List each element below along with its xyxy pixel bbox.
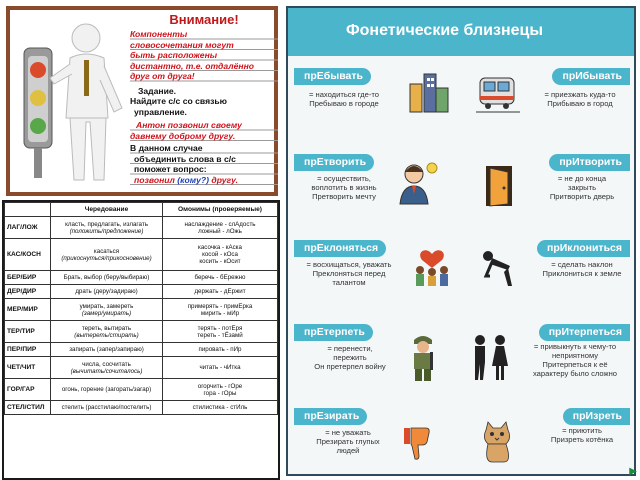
notice-line: Компоненты: [130, 29, 188, 39]
example-line: давнему доброму другу.: [130, 130, 236, 141]
homonym-cell: [163, 379, 278, 401]
notice-card: [6, 6, 278, 196]
word-left: прЕтворить: [294, 154, 374, 171]
homonym-cell: [163, 271, 278, 285]
cell-line: (замер/умирать): [81, 309, 132, 317]
definition-left: [300, 344, 400, 371]
cell-line: запирать (запер/запираю): [69, 346, 144, 353]
thumbs-down-icon: [402, 424, 432, 464]
table-row: [5, 379, 278, 401]
notice-line: словосочетания могут: [130, 39, 234, 50]
phonetic-twins-panel: [286, 6, 636, 476]
homonym-cell: [163, 299, 278, 321]
word-left: прЕклоняться: [294, 240, 386, 257]
def-line: закрыть: [567, 183, 597, 192]
case-line: В данном случае: [130, 143, 203, 153]
cell-line: ложный - лОжь: [198, 227, 242, 235]
cell-line: мирить - мИр: [200, 309, 240, 317]
city-icon: [406, 70, 450, 114]
def-line: пережить: [333, 353, 367, 362]
cat-icon: [478, 420, 516, 464]
root-pair-cell: СТЕЛ/СТИЛ: [5, 401, 51, 415]
definition-left: [294, 174, 394, 201]
cell-line: держать - дЕржит: [194, 288, 246, 295]
cell-line: (вытереть/стирать): [74, 331, 139, 339]
notice-title: Внимание!: [169, 12, 239, 27]
def-line: талантом: [332, 278, 366, 287]
word-right: прИклониться: [537, 240, 630, 257]
definition-left: [294, 260, 404, 287]
def-line: неприятному: [551, 351, 599, 360]
cell-line: числа, сосчитать: [82, 360, 131, 368]
root-pair-cell: ГОР/ГАР: [5, 379, 51, 401]
def-line: = находиться где-то: [308, 90, 380, 99]
cell-line: (вычитать/сочиталось): [70, 367, 143, 375]
twins-pair-5: [294, 404, 630, 472]
word-left: прЕзирать: [294, 408, 367, 425]
notice-line: друг от друга!: [130, 71, 195, 81]
cell-line: беречь - бЕрежно: [194, 274, 246, 281]
word-right: прИтерпеться: [539, 324, 630, 341]
cell-line: огонь, горение (загорать/загар): [61, 386, 152, 393]
cell-line: гора - гОры: [203, 389, 237, 397]
cell-line: косой - кОса: [202, 251, 238, 258]
cell-line: (прикоснуться/прикосновение): [61, 254, 152, 262]
root-pair-cell: КАС/КОСН: [5, 239, 51, 271]
def-line: = осуществить,: [317, 174, 371, 183]
homonym-cell: [163, 239, 278, 271]
def-line: = приютить: [562, 426, 602, 435]
traffic-light-icon: [24, 48, 52, 178]
root-pair-cell: ПЕР/ПИР: [5, 343, 51, 357]
cell-line: тереть, вытирать: [81, 324, 132, 332]
table-row: [5, 285, 278, 299]
cell-line: Брать, выбор (беру/выбираю): [63, 274, 150, 281]
root-pair-cell: ЧЕТ/ЧИТ: [5, 357, 51, 379]
notice-line: дистантно, т.е. отдалённо: [130, 60, 255, 71]
alternation-cell: [51, 217, 163, 239]
case-line: поможет вопрос:: [134, 164, 207, 174]
alternation-cell: [51, 321, 163, 343]
table-row: [5, 271, 278, 285]
table-row: [5, 239, 278, 271]
word-right: прИтворить: [549, 154, 630, 171]
alternation-cell: [51, 271, 163, 285]
soldier-icon: [406, 332, 440, 382]
column-header: Чередование: [51, 203, 163, 217]
def-line: = привыкнуть к чему-то: [533, 342, 617, 351]
definition-right: [534, 260, 630, 278]
root-pair-cell: ЛАГ/ЛОЖ: [5, 217, 51, 239]
cell-line: касочка - кАска: [198, 244, 242, 251]
homonym-cell: [163, 285, 278, 299]
person-idea-icon: [396, 160, 440, 206]
cell-line: пировать - пИр: [198, 346, 242, 353]
couple-icon: [470, 332, 510, 382]
cell-line: терять - потЕря: [197, 324, 243, 332]
table-row: [5, 321, 278, 343]
column-header: Омонимы (проверяемые): [163, 203, 278, 217]
def-line: людей: [336, 446, 360, 455]
cell-line: наслаждение - слАдость: [184, 220, 256, 228]
twins-title: Фонетические близнецы: [288, 8, 634, 56]
root-pair-cell: ДЕР/ДИР: [5, 285, 51, 299]
def-line: воплотить в жизнь: [311, 183, 377, 192]
twins-pair-1: [294, 68, 630, 136]
word-right: прИбывать: [552, 68, 630, 85]
cell-line: стилистика - стИль: [192, 404, 248, 411]
def-line: Презирать глупых: [316, 437, 380, 446]
def-line: характеру было сложно: [532, 369, 618, 378]
cell-line: касаться: [93, 247, 120, 255]
definition-right: [530, 90, 630, 108]
cell-line: умирать, замереть: [79, 302, 134, 310]
alternation-cell: [51, 239, 163, 271]
table-row: [5, 401, 278, 415]
word-left: прЕбывать: [294, 68, 371, 85]
alternation-cell: [51, 401, 163, 415]
cell-line: класть, предлагать, излагать: [65, 220, 148, 228]
cell-line: стелить (расстилаю/постелить): [61, 404, 152, 411]
def-line: = сделать наклон: [551, 260, 613, 269]
twins-pair-2: [294, 154, 630, 222]
answer-question: (кому?): [177, 174, 210, 185]
homonym-cell: [163, 401, 278, 415]
table-row: [5, 357, 278, 379]
def-line: Он претерпел войну: [314, 362, 386, 371]
task-line: Найдите с/с со связью: [130, 96, 227, 106]
family-heart-icon: [412, 246, 452, 288]
cell-line: тереть - тЁзамй: [197, 331, 243, 339]
notice-inner: [10, 10, 274, 192]
homonym-cell: [163, 343, 278, 357]
alternation-cell: [51, 379, 163, 401]
definition-left: [294, 90, 394, 108]
task-line: управление.: [134, 106, 187, 117]
homonym-cell: [163, 217, 278, 239]
task-title: Задание.: [138, 85, 177, 96]
answer-pre: позвонил: [134, 174, 175, 185]
alternation-cell: [51, 343, 163, 357]
definition-left: [300, 428, 396, 455]
table-header-row: [5, 203, 278, 217]
def-line: Притерпеться к её: [542, 360, 608, 369]
nav-arrow-icon[interactable]: ▶: [629, 466, 637, 477]
cell-line: читать - чИтка: [199, 364, 241, 371]
cell-line: (положить/предложение): [69, 227, 144, 235]
presenter-figure-icon: [14, 18, 129, 188]
train-icon: [474, 70, 522, 114]
table-row: [5, 217, 278, 239]
table-row: [5, 343, 278, 357]
def-line: Прибываю в город: [547, 99, 613, 108]
alternation-cell: [51, 285, 163, 299]
def-line: Преклоняться перед: [312, 269, 386, 278]
definition-right: [534, 426, 630, 444]
def-line: = не до конца: [557, 174, 607, 183]
roots-table: [2, 200, 280, 480]
example-line: Антон позвонил своему: [136, 120, 242, 130]
cell-line: драть (деру/задираю): [75, 288, 138, 295]
answer-line: [130, 175, 278, 186]
twins-pair-4: [294, 320, 630, 388]
column-header: [5, 203, 51, 217]
notice-text: [130, 12, 278, 185]
def-line: = приезжать куда-то: [544, 90, 616, 99]
word-left: прЕтерпеть: [294, 324, 373, 341]
table-body: [5, 217, 278, 415]
alternation-cell: [51, 299, 163, 321]
word-right: прИзреть: [563, 408, 630, 425]
case-line: объединить слова в с/с: [134, 153, 236, 164]
def-line: Претворить мечту: [312, 192, 376, 201]
root-pair-cell: БЕР/БИР: [5, 271, 51, 285]
def-line: Призреть котёнка: [550, 435, 614, 444]
cell-line: примерять - примЕрка: [187, 302, 253, 310]
door-icon: [484, 164, 514, 208]
homonym-cell: [163, 321, 278, 343]
def-line: Приклониться к земле: [542, 269, 622, 278]
def-line: Притворить дверь: [549, 192, 615, 201]
cell-line: косить - кОсит: [199, 258, 241, 265]
notice-line: быть расположены: [130, 50, 218, 60]
table-row: [5, 299, 278, 321]
twins-pair-3: [294, 238, 630, 306]
def-line: = восхищаться, уважать: [306, 260, 392, 269]
answer-post: другу.: [211, 174, 238, 185]
alternation-cell: [51, 357, 163, 379]
def-line: = не уважать: [325, 428, 371, 437]
definition-right: [534, 174, 630, 201]
def-line: = перенести,: [327, 344, 373, 353]
def-line: Пребываю в городе: [309, 99, 379, 108]
root-pair-cell: ТЕР/ТИР: [5, 321, 51, 343]
root-pair-cell: МЕР/МИР: [5, 299, 51, 321]
definition-right: [520, 342, 630, 378]
bowing-figure-icon: [478, 246, 518, 288]
homonym-cell: [163, 357, 278, 379]
notice-red-block: [130, 29, 278, 82]
cell-line: огорчить - гОре: [197, 382, 243, 390]
example-block: [130, 120, 278, 141]
case-block: [130, 143, 278, 185]
